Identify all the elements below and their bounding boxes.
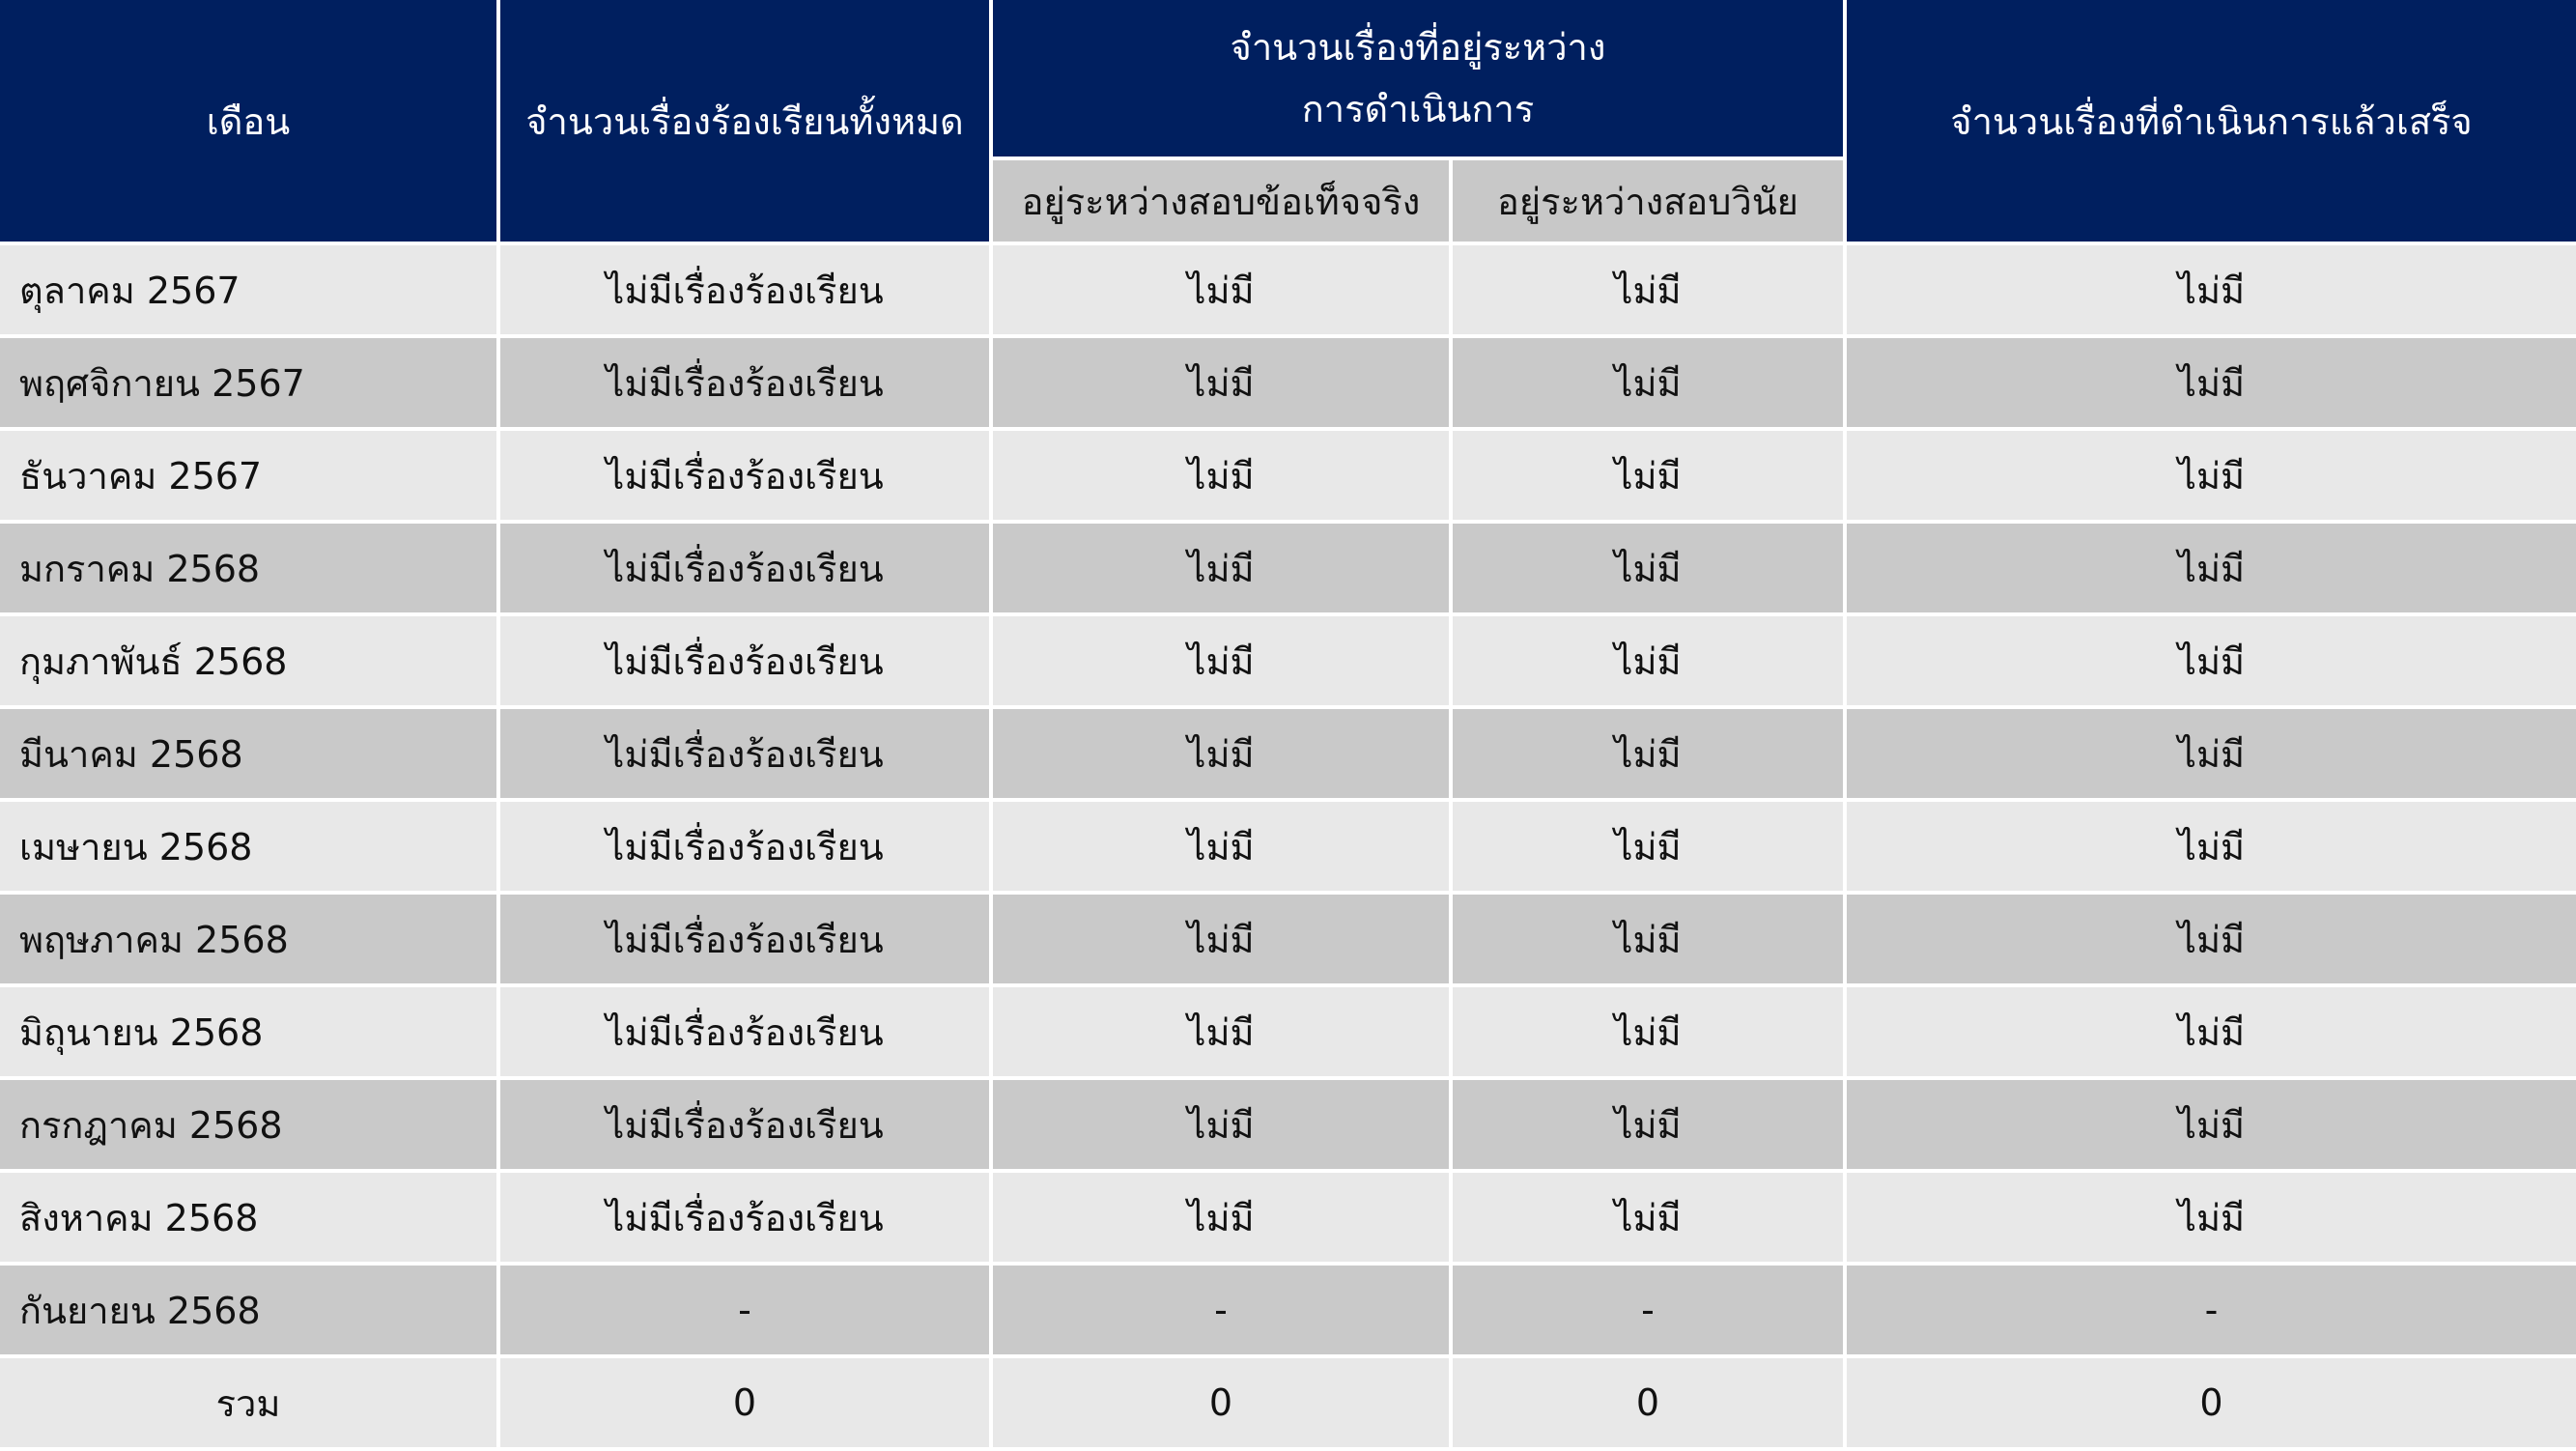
total-row-discipline: 0 <box>1453 1358 1847 1451</box>
completed-cell: ไม่มี <box>1847 709 2576 802</box>
header-month: เดือน <box>0 0 500 245</box>
header-total: จำนวนเรื่องร้องเรียนทั้งหมด <box>500 0 993 245</box>
discipline-cell: ไม่มี <box>1453 431 1847 524</box>
completed-cell: ไม่มี <box>1847 616 2576 709</box>
fact-cell: ไม่มี <box>993 709 1453 802</box>
month-cell: กรกฎาคม 2568 <box>0 1080 500 1173</box>
month-cell: มีนาคม 2568 <box>0 709 500 802</box>
completed-cell: ไม่มี <box>1847 431 2576 524</box>
completed-cell: ไม่มี <box>1847 895 2576 987</box>
discipline-cell: ไม่มี <box>1453 524 1847 616</box>
fact-cell: ไม่มี <box>993 895 1453 987</box>
completed-cell: ไม่มี <box>1847 524 2576 616</box>
discipline-cell: ไม่มี <box>1453 802 1847 895</box>
discipline-cell: ไม่มี <box>1453 1080 1847 1173</box>
month-cell: ธันวาคม 2567 <box>0 431 500 524</box>
fact-cell: ไม่มี <box>993 802 1453 895</box>
total-cell: ไม่มีเรื่องร้องเรียน <box>500 709 993 802</box>
month-cell: มิถุนายน 2568 <box>0 987 500 1080</box>
fact-cell: ไม่มี <box>993 524 1453 616</box>
month-cell: เมษายน 2568 <box>0 802 500 895</box>
total-cell: ไม่มีเรื่องร้องเรียน <box>500 1080 993 1173</box>
total-row-fact: 0 <box>993 1358 1453 1451</box>
completed-cell: ไม่มี <box>1847 245 2576 338</box>
total-row-label: รวม <box>0 1358 500 1451</box>
month-cell: พฤศจิกายน 2567 <box>0 338 500 431</box>
month-cell: ตุลาคม 2567 <box>0 245 500 338</box>
header-in-progress-line1: จำนวนเรื่องที่อยู่ระหว่าง <box>1230 26 1606 69</box>
fact-cell: ไม่มี <box>993 987 1453 1080</box>
fact-cell: ไม่มี <box>993 431 1453 524</box>
completed-cell: ไม่มี <box>1847 802 2576 895</box>
completed-cell: - <box>1847 1266 2576 1358</box>
month-cell: มกราคม 2568 <box>0 524 500 616</box>
total-cell: ไม่มีเรื่องร้องเรียน <box>500 895 993 987</box>
month-cell: กันยายน 2568 <box>0 1266 500 1358</box>
completed-cell: ไม่มี <box>1847 987 2576 1080</box>
fact-cell: ไม่มี <box>993 338 1453 431</box>
total-row-total: 0 <box>500 1358 993 1451</box>
discipline-cell: ไม่มี <box>1453 895 1847 987</box>
discipline-cell: - <box>1453 1266 1847 1358</box>
month-cell: สิงหาคม 2568 <box>0 1173 500 1266</box>
total-cell: ไม่มีเรื่องร้องเรียน <box>500 431 993 524</box>
discipline-cell: ไม่มี <box>1453 245 1847 338</box>
total-cell: ไม่มีเรื่องร้องเรียน <box>500 338 993 431</box>
total-row-completed: 0 <box>1847 1358 2576 1451</box>
discipline-cell: ไม่มี <box>1453 987 1847 1080</box>
discipline-cell: ไม่มี <box>1453 616 1847 709</box>
header-completed: จำนวนเรื่องที่ดำเนินการแล้วเสร็จ <box>1847 0 2576 245</box>
header-in-progress <box>993 0 1847 160</box>
discipline-cell: ไม่มี <box>1453 709 1847 802</box>
completed-cell: ไม่มี <box>1847 338 2576 431</box>
subheader-fact-finding: อยู่ระหว่างสอบข้อเท็จจริง <box>993 160 1453 245</box>
total-cell: ไม่มีเรื่องร้องเรียน <box>500 802 993 895</box>
fact-cell: ไม่มี <box>993 1080 1453 1173</box>
month-cell: พฤษภาคม 2568 <box>0 895 500 987</box>
fact-cell: ไม่มี <box>993 1173 1453 1266</box>
fact-cell: ไม่มี <box>993 245 1453 338</box>
month-cell: กุมภาพันธ์ 2568 <box>0 616 500 709</box>
total-cell: ไม่มีเรื่องร้องเรียน <box>500 1173 993 1266</box>
total-cell: - <box>500 1266 993 1358</box>
total-cell: ไม่มีเรื่องร้องเรียน <box>500 524 993 616</box>
discipline-cell: ไม่มี <box>1453 1173 1847 1266</box>
fact-cell: ไม่มี <box>993 616 1453 709</box>
header-in-progress-line2: การดำเนินการ <box>1301 88 1535 130</box>
total-cell: ไม่มีเรื่องร้องเรียน <box>500 616 993 709</box>
discipline-cell: ไม่มี <box>1453 338 1847 431</box>
fact-cell: - <box>993 1266 1453 1358</box>
total-cell: ไม่มีเรื่องร้องเรียน <box>500 245 993 338</box>
completed-cell: ไม่มี <box>1847 1080 2576 1173</box>
subheader-discipline: อยู่ระหว่างสอบวินัย <box>1453 160 1847 245</box>
total-cell: ไม่มีเรื่องร้องเรียน <box>500 987 993 1080</box>
completed-cell: ไม่มี <box>1847 1173 2576 1266</box>
